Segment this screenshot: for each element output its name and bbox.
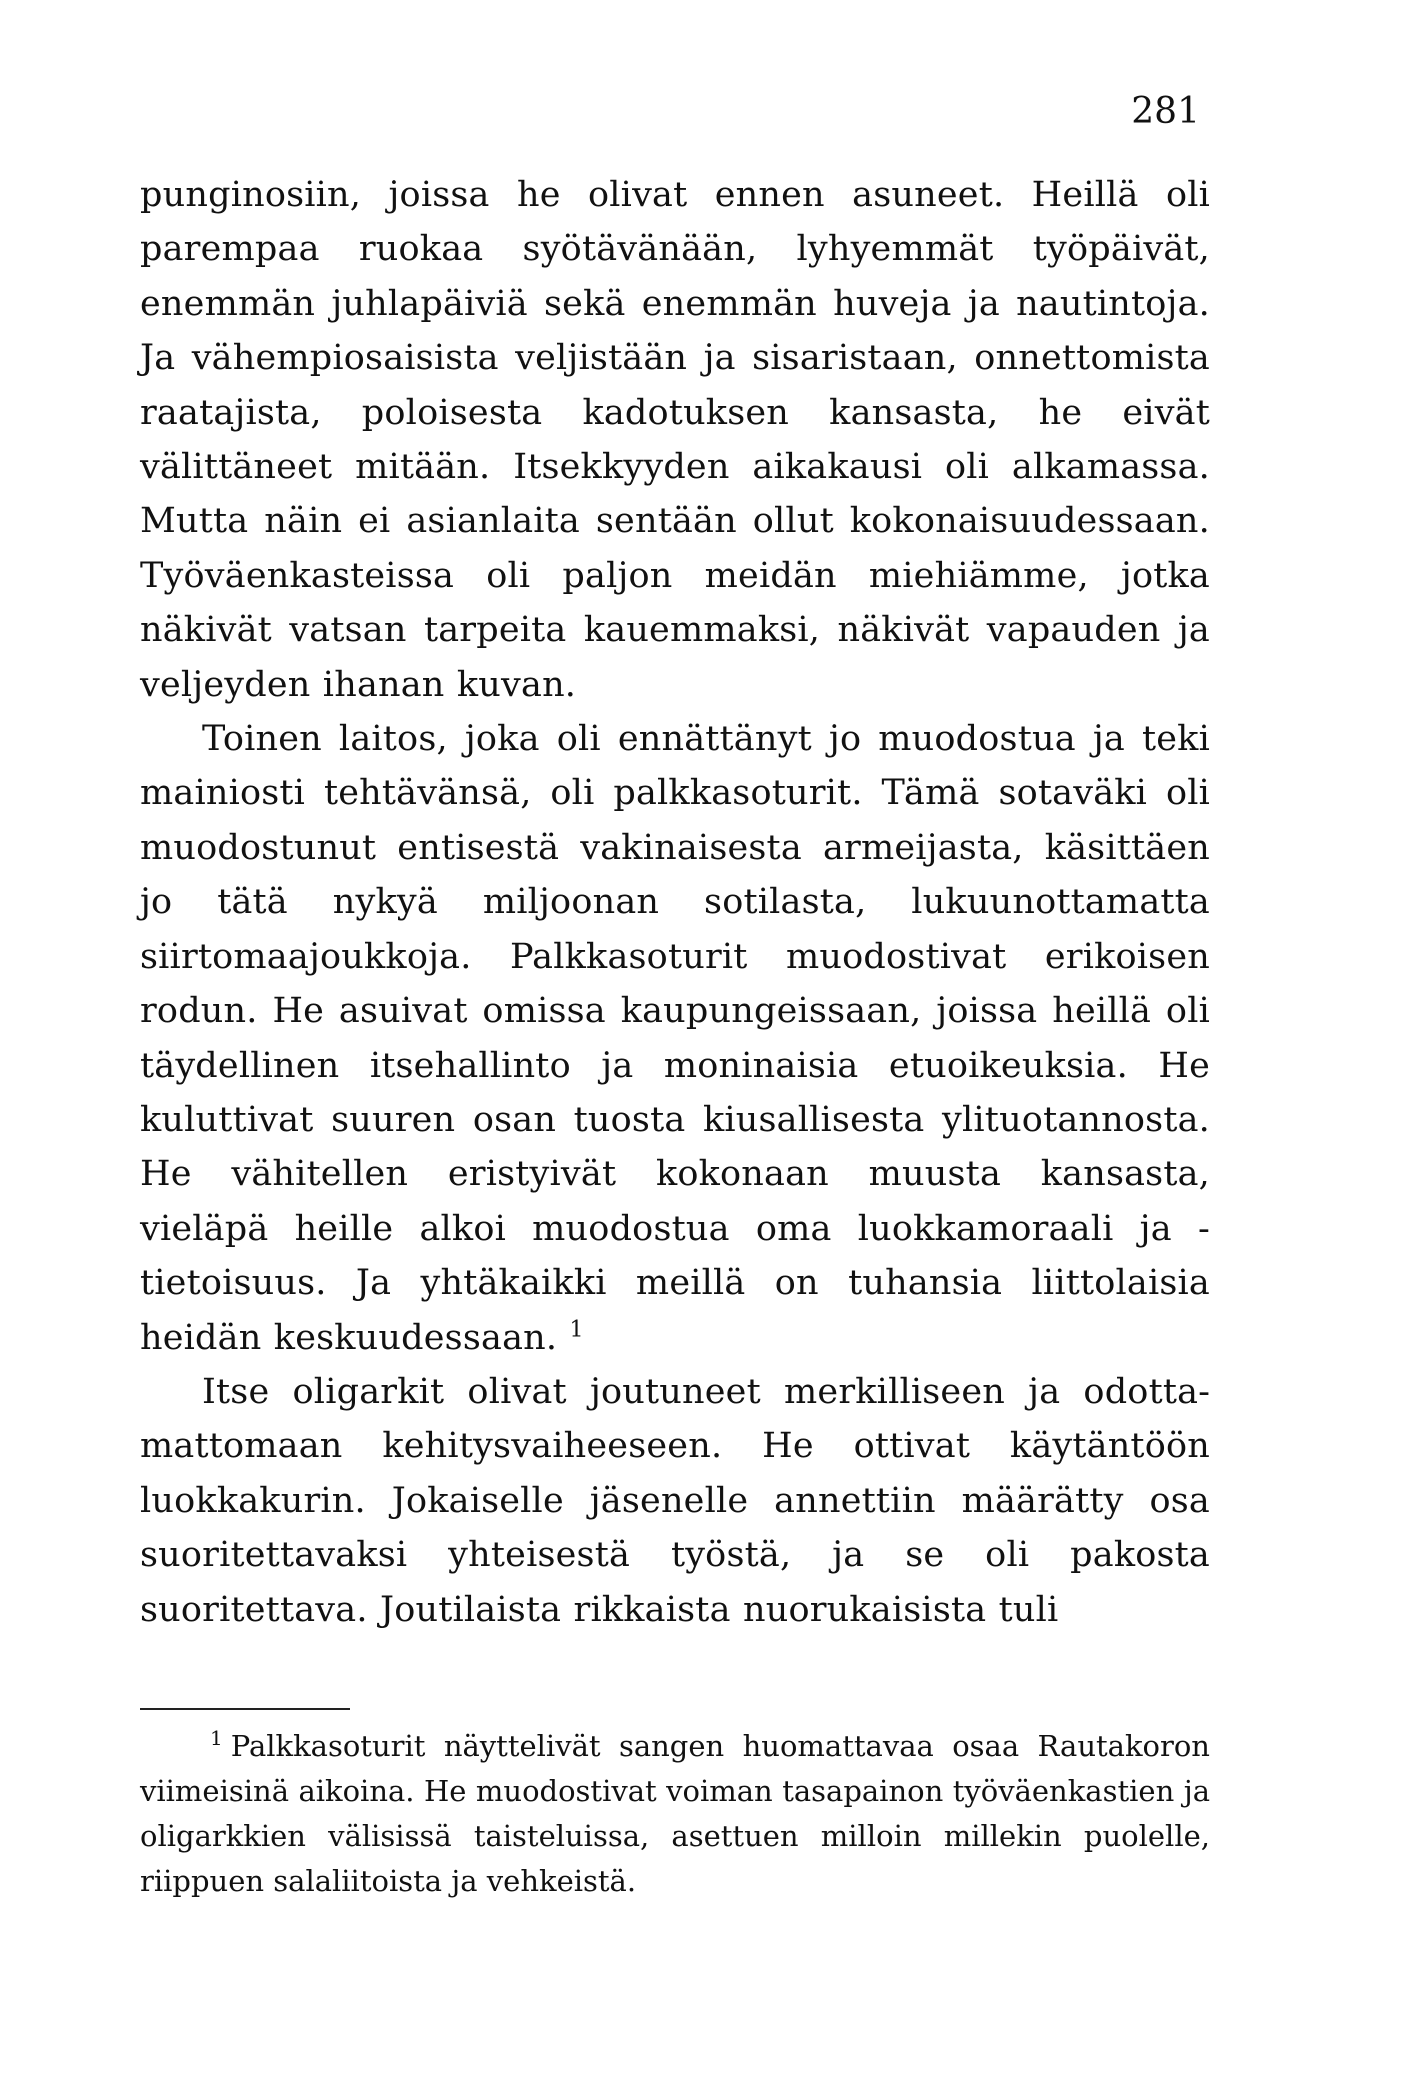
footnote-marker: 1 [210,1726,223,1751]
paragraph-text: Toinen laitos, joka oli ennättänyt jo muodostua ja teki mainiosti tehtävänsä, oli palkkasoturit. Tämä sotaväki oli muodostunut entisestä vakinaisesta armeijasta, käsittäen jo tätä nykyä miljoonan sotilasta, lukuunottamatta siirtomaajoukkoja. Palkkasoturit muodostivat erikoisen rodun. He asuivat omissa kaupungeissaan, joissa heillä oli täydellinen itsehallinto ja moninaisia etuoikeuksia. He kuluttivat suuren osan tuosta kiusallisesta ylituotannosta. He vähitellen eristyivät kokonaan muusta kansasta, vieläpä heille alkoi muodostua oma luokkamoraali ja -tietoisuus. Ja yhtäkaikki meillä on tuhansia liittolaisia heidän keskuudessaan. [140,719,1210,1358]
page-number: 281 [1131,91,1200,132]
footnote-text: Palkkasoturit näyttelivät sangen huomattavaa osaa Rautakoron viimeisinä aikoina. He muodostivat voiman tasapainon työväenkastien ja oligarkkien välisissä taisteluissa, asettuen milloin millekin puolelle, riippuen salaliitoista ja vehkeistä. [140,1729,1210,1898]
footnote [140,1724,1210,1904]
footnote-reference: 1 [569,1316,584,1342]
paragraph [140,712,1210,1365]
paragraph: punginosiin, joissa he olivat ennen asuneet. Heillä oli parempaa ruokaa syötävänään, lyhyemmät työpäivät, enemmän juhlapäiviä sekä enemmän huveja ja nautintoja. Ja vähempiosaisista veljistään ja sisaristaan, onnettomista raatajista, poloisesta kadotuksen kansasta, he eivät välittäneet mitään. Itsekkyyden aikakausi oli alkamassa. Mutta näin ei asianlaita sentään ollut kokonaisuudessaan. Työväenkasteissa oli paljon meidän miehiämme, jotka näkivät vatsan tarpeita kauemmaksi, näkivät vapauden ja veljeyden ihanan kuvan. [140,175,1210,705]
body-text [140,168,1210,1637]
footnote-divider [140,1708,350,1710]
paragraph: Itse oligarkit olivat joutuneet merkilliseen ja odottamattomaan kehitysvaiheeseen. He ottivat käytäntöön luokkakurin. Jokaiselle jäsenelle annettiin määrätty osa suoritettavaksi yhteisestä työstä, ja se oli pakosta suoritettava. Joutilaista rikkaista nuorukaisista tuli [140,1371,1210,1630]
footnote-paragraph [140,1724,1210,1904]
